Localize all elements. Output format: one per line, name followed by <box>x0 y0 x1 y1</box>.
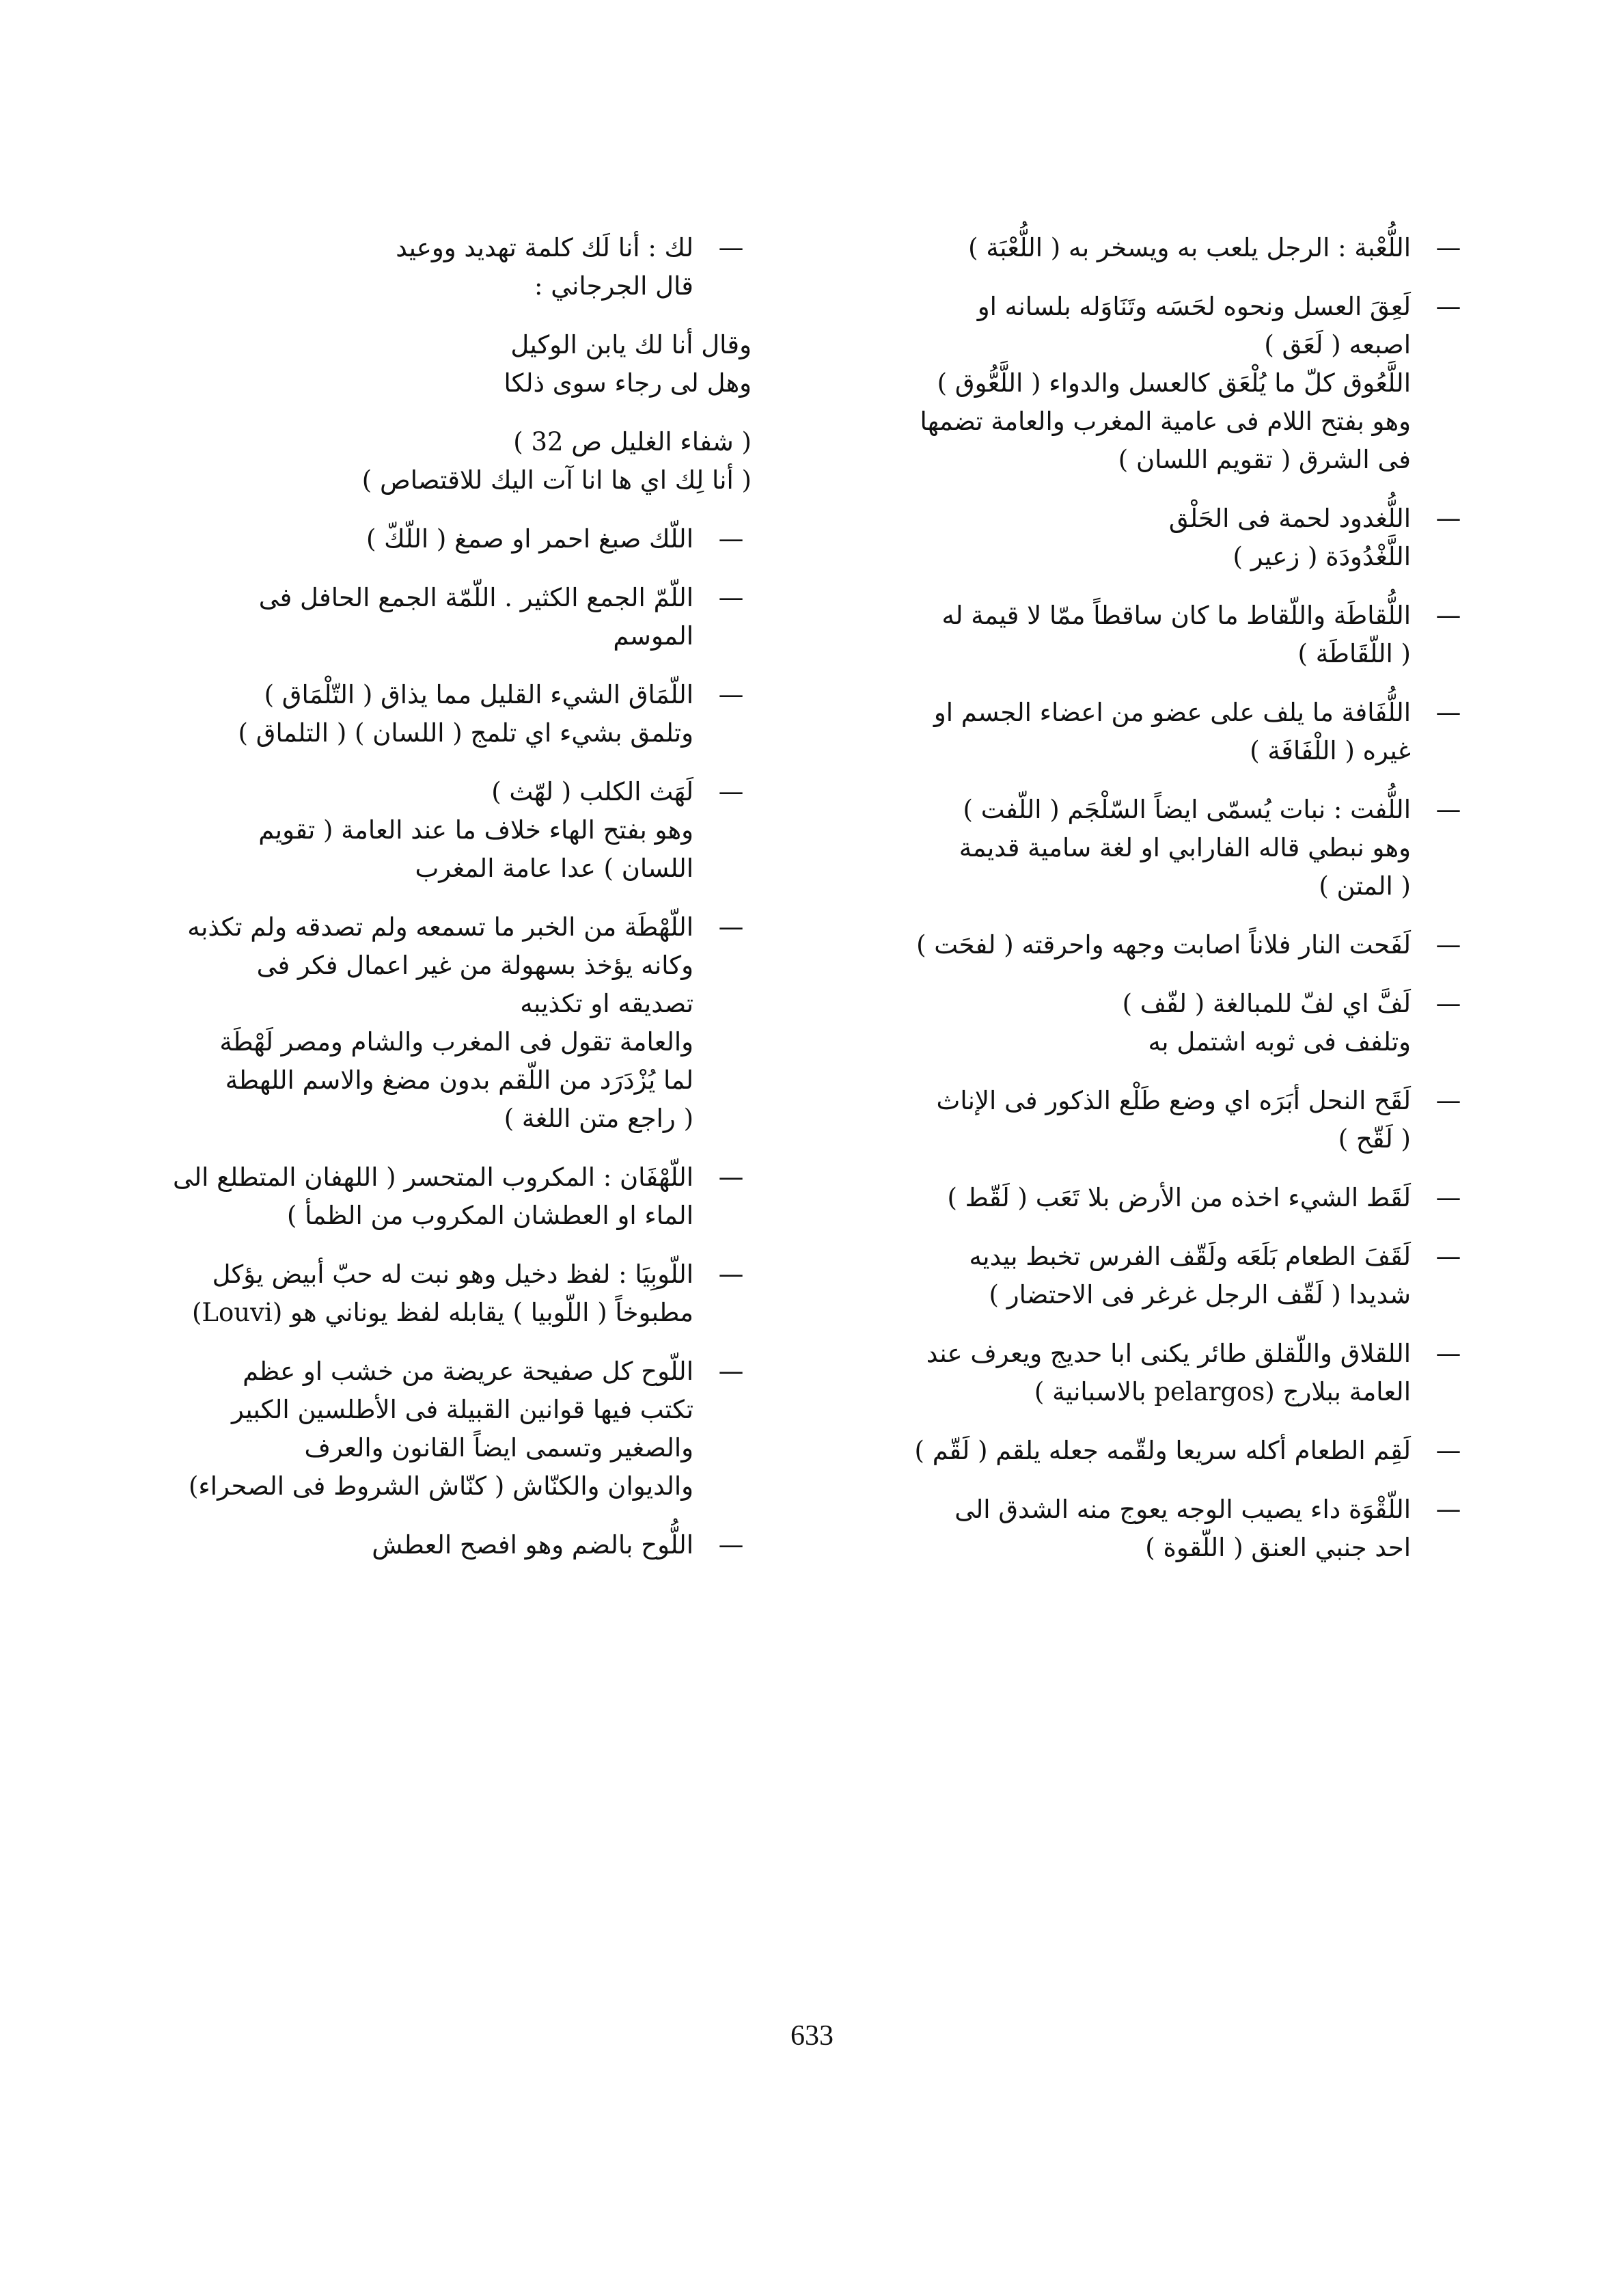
entry-line: ( أنا لِك اي ها انا آت اليك للاقتصاص ) <box>361 465 752 495</box>
left-column-entry <box>137 1255 752 1332</box>
entry-dash: — <box>718 1260 744 1289</box>
entry-line: وهو بفتح الهاء خلاف ما عند العامة ( تقويم <box>258 815 693 845</box>
left-column-entry <box>137 1158 752 1235</box>
right-column-entry <box>854 1432 1469 1470</box>
right-column-entry <box>854 500 1469 576</box>
entry-line: اللّمَاق الشيء القليل مما يذاق ( التّلْمَاق ) <box>264 680 693 709</box>
entry-line: اللُّغدود لحمة فى الحَلْق <box>1168 504 1411 533</box>
entry-line: الموسم <box>613 621 693 651</box>
left-column-entry <box>137 1526 752 1564</box>
entry-dash: — <box>718 583 744 612</box>
entry-line: اللُّوح بالضم وهو افصح العطش <box>372 1530 693 1560</box>
right-column-entry <box>854 985 1469 1061</box>
left-column-entry <box>137 423 752 500</box>
entry-dash: — <box>718 1530 744 1560</box>
entry-line: وكانه يؤخذ بسهولة من غير اعمال فكر فى <box>256 951 693 980</box>
page-number: 633 <box>790 2020 834 2052</box>
entry-line: العامة ببلارج (pelargos بالاسبانية ) <box>1034 1377 1411 1406</box>
entry-dash: — <box>718 680 744 709</box>
right-column-entry <box>854 288 1469 479</box>
entry-line: وتلمق بشيء اي تلمج ( اللسان ) ( التلماق ) <box>238 718 693 748</box>
entry-dash: — <box>1435 504 1461 533</box>
entry-line: قال الجرجاني : <box>534 271 693 301</box>
entry-dash: — <box>718 524 744 554</box>
right-column-entry <box>854 229 1469 267</box>
entry-line: اللّوبِيَا : لفظ دخيل وهو نبت له حبّ أبيض يؤكل <box>212 1260 693 1289</box>
entry-line: مطبوخاً ( اللّوبيا ) يقابله لفظ يوناني هو (Louvi) <box>191 1298 693 1327</box>
entry-line: لَقَط الشيء اخذه من الأرض بلا تَعَب ( لَقّط ) <box>947 1183 1411 1212</box>
left-column-entry <box>137 229 752 305</box>
entry-line: اللُّفت : نبات يُسمّى ايضاً السّلْجَم ( اللّفت ) <box>963 795 1411 824</box>
entry-line: لَعِقَ العسل ونحوه لحَسَه وتَنَاوَله بلسانه او <box>977 292 1411 321</box>
entry-dash: — <box>1435 1086 1461 1115</box>
entry-line: اللسان ) عدا عامة المغرب <box>415 854 693 883</box>
entry-dash: — <box>1435 698 1461 727</box>
entry-line: لما يُزْدَرَد من اللّقم بدون مضغ والاسم اللهطة <box>225 1065 693 1095</box>
left-column-entry <box>137 908 752 1138</box>
entry-line: وتلفف فى ثوبه اشتمل به <box>1148 1027 1411 1057</box>
entry-line: اللّقْوَة داء يصيب الوجه يعوج منه الشدق الى <box>954 1495 1411 1524</box>
entry-dash: — <box>718 233 744 262</box>
entry-line: لَقَح النحل أبَرَه اي وضع طَلْع الذكور فى الإناث <box>936 1086 1411 1115</box>
entry-line: وهو نبطي قاله الفارابي او لغة سامية قديمة <box>959 833 1411 862</box>
entry-line: لَهَث الكلب ( لهّث ) <box>491 777 693 806</box>
entry-dash: — <box>718 1163 744 1192</box>
left-column-entry <box>137 326 752 403</box>
entry-dash: — <box>1435 1436 1461 1465</box>
entry-line: والصغير وتسمى ايضاً القانون والعرف <box>304 1433 693 1463</box>
entry-line: ( شفاء الغليل ص 32 ) <box>513 427 752 457</box>
left-column-entry <box>137 676 752 752</box>
entry-line: لَقِم الطعام أكله سريعا ولقّمه جعله يلقم ( لَقّم ) <box>914 1436 1411 1465</box>
entry-dash: — <box>1435 1242 1461 1271</box>
right-column-entry <box>854 791 1469 906</box>
entry-dash: — <box>1435 292 1461 321</box>
right-column-entry <box>854 1082 1469 1158</box>
entry-line: ( المتن ) <box>1319 871 1411 901</box>
right-column-entry <box>854 1491 1469 1567</box>
entry-line: اللّمّ الجمع الكثير . اللّمّة الجمع الحافل فى <box>258 583 693 612</box>
entry-dash: — <box>1435 1183 1461 1212</box>
entry-line: لَفَحت النار فلاناً اصابت وجهه واحرقته ( لفحَت ) <box>916 930 1411 960</box>
entry-line: وقال أنا لك يابن الوكيل <box>510 330 752 359</box>
entry-dash: — <box>718 1357 744 1386</box>
entry-dash: — <box>1435 930 1461 960</box>
right-column <box>854 229 1469 1588</box>
entry-line: تكتب فيها قوانين القبيلة فى الأطلسين الكبير <box>231 1395 693 1424</box>
left-column <box>137 229 752 1585</box>
entry-line: احد جنبي العنق ( اللّقوة ) <box>1145 1533 1411 1562</box>
entry-line: والديوان والكنّاش ( كنّاش الشروط فى الصحراء) <box>188 1471 693 1501</box>
entry-line: اللَّغْدُودَة ( زعير ) <box>1233 542 1411 571</box>
entry-line: غيره ( اللْفَافَة ) <box>1250 736 1411 765</box>
entry-line: اللّهْطَة من الخبر ما تسمعه ولم تصدقه ولم تكذبه <box>187 912 693 942</box>
entry-dash: — <box>1435 1339 1461 1368</box>
entry-line: اللُّعْبة : الرجل يلعب به ويسخر به ( اللُّعْبَة ) <box>968 233 1411 262</box>
entry-line: اصبعه ( لَعَق ) <box>1264 330 1411 359</box>
entry-line: فى الشرق ( تقويم اللسان ) <box>1118 445 1411 474</box>
entry-line: تصديقه او تكذيبه <box>520 989 693 1018</box>
entry-line: اللَّعُوق كلّ ما يُلْعَق كالعسل والدواء ( اللَّعُّوق ) <box>937 368 1411 398</box>
entry-line: ( راجع متن اللغة ) <box>504 1104 693 1133</box>
entry-dash: — <box>1435 795 1461 824</box>
entry-line: وهل لى رجاء سوى ذلكا <box>504 368 752 398</box>
entry-line: اللقلاق واللّقلق طائر يكنى ابا حديج ويعرف عند <box>926 1339 1411 1368</box>
entry-line: شديدا ( لَقّف الرجل غرغر فى الاحتضار ) <box>989 1280 1411 1309</box>
entry-dash: — <box>1435 989 1461 1018</box>
entry-dash: — <box>1435 233 1461 262</box>
right-column-entry <box>854 1238 1469 1314</box>
entry-line: لك : أنا لَك كلمة تهديد ووعيد <box>396 233 693 262</box>
entry-dash: — <box>1435 1495 1461 1524</box>
entry-line: اللّوح كل صفيحة عريضة من خشب او عظم <box>243 1357 693 1386</box>
entry-line: ( لَقّح ) <box>1338 1124 1411 1154</box>
entry-line: اللُّفَافة ما يلف على عضو من اعضاء الجسم او <box>933 698 1411 727</box>
entry-line: اللّهْفَان : المكروب المتحسر ( اللهفان المتطلع الى <box>173 1163 693 1192</box>
entry-dash: — <box>718 912 744 942</box>
entry-line: والعامة تقول فى المغرب والشام ومصر لَهْطَة <box>219 1027 693 1057</box>
entry-line: اللّك صبغ احمر او صمغ ( اللّكّ ) <box>366 524 693 554</box>
entry-line: اللُّقاطَة واللّقاط ما كان ساقطاً ممّا لا قيمة له <box>941 601 1411 630</box>
right-column-entry <box>854 1335 1469 1411</box>
entry-line: لَفَّ اي لفّ للمبالغة ( لفّف ) <box>1122 989 1411 1018</box>
entry-line: الماء او العطشان المكروب من الظمأ ) <box>286 1201 693 1230</box>
entry-line: ( اللّقَاطَة ) <box>1297 639 1411 668</box>
entry-line: وهو بفتح اللام فى عامية المغرب والعامة تضمها <box>920 407 1411 436</box>
entry-dash: — <box>1435 601 1461 630</box>
entry-line: لَقَفَ الطعام بَلَعَه ولَقّف الفرس تخبط بيديه <box>969 1242 1411 1271</box>
entry-dash: — <box>718 777 744 806</box>
left-column-entry <box>137 1352 752 1506</box>
left-column-entry <box>137 520 752 558</box>
right-column-entry <box>854 926 1469 964</box>
left-column-entry <box>137 579 752 655</box>
right-column-entry <box>854 694 1469 770</box>
right-column-entry <box>854 597 1469 673</box>
right-column-entry <box>854 1179 1469 1217</box>
left-column-entry <box>137 773 752 888</box>
